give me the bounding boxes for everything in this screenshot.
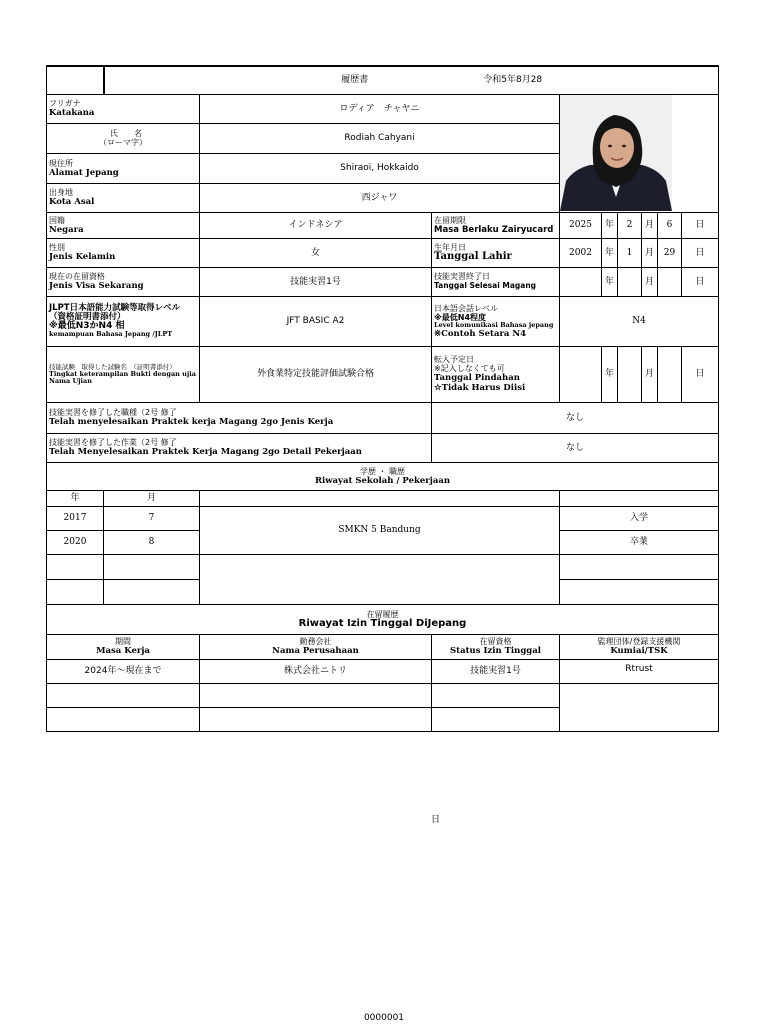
zairyu-month-unit: 月: [642, 212, 658, 238]
hometown-value: 西ジャワ: [200, 183, 560, 212]
school-empty-month: [104, 554, 200, 579]
residence-empty-status: [432, 683, 560, 707]
school-col-month: 月: [104, 490, 200, 506]
header-blank: [47, 66, 104, 94]
residence-history-title: 在留履歴 Riwayat Izin Tinggal DiJepang: [47, 604, 719, 634]
resume-date: 令和5年8月28: [483, 75, 543, 86]
comm-label: 日本語会話レベル ※最低N4程度 Level komunikasi Bahasa jepang ※Contoh Setara N4: [432, 296, 560, 346]
school-entry-year: 2020: [47, 530, 104, 554]
move-month-unit: 月: [642, 346, 658, 402]
move-year: [560, 346, 602, 402]
school-empty-year: [47, 579, 104, 604]
school-col-name: [200, 490, 560, 506]
gender-value: 女: [200, 238, 432, 267]
move-month: [618, 346, 642, 402]
katakana-value: ロディア チャヤニ: [200, 94, 560, 123]
applicant-photo: [560, 95, 672, 211]
residence-empty-period: [47, 683, 200, 707]
end-date-month-unit: 月: [642, 267, 658, 296]
address-label: 現住所 Alamat Jepang: [47, 153, 200, 183]
zairyu-day: 6: [658, 212, 682, 238]
birth-label: 生年月日 Tanggal Lahir: [432, 238, 560, 267]
birth-month: 1: [618, 238, 642, 267]
photo-cell: [560, 94, 719, 212]
zairyu-year: 2025: [560, 212, 602, 238]
residence-company: 株式会社ニトリ: [200, 659, 432, 683]
visa-value: 技能実習1号: [200, 267, 432, 296]
residence-kumiai: Rtrust: [560, 659, 719, 683]
residence-col-period: 期間 Masa Kerja: [47, 634, 200, 659]
residence-empty-company: [200, 707, 432, 731]
move-day: [658, 346, 682, 402]
end-date-year-unit: 年: [602, 267, 618, 296]
residence-col-status: 在留資格 Status Izin Tinggal: [432, 634, 560, 659]
residence-empty-status: [432, 707, 560, 731]
name-value: Rodiah Cahyani: [200, 123, 560, 153]
birth-day-unit: 日: [682, 238, 719, 267]
zairyu-label: 在留期限 Masa Berlaku Zairyucard: [432, 212, 560, 238]
school-empty-name: [200, 554, 560, 604]
job-type-value: なし: [432, 402, 719, 433]
gender-label: 性別 Jenis Kelamin: [47, 238, 200, 267]
jlpt-value: JFT BASIC A2: [200, 296, 432, 346]
skill-label: 技能試験 取得した試験名 （証明書添付） Tingkat keterampilan Bukti dengan ujia Nama Ujian: [47, 346, 200, 402]
residence-empty-company: [200, 683, 432, 707]
zairyu-day-unit: 日: [682, 212, 719, 238]
job-detail-label: 技能実習を修了した作業（2号 修了 Telah Menyelesaikan Praktek Kerja Magang 2go Detail Pekerjaan: [47, 433, 432, 462]
hometown-label: 出身地 Kota Asal: [47, 183, 200, 212]
job-type-label: 技能実習を修了した職種（2号 修了 Telah menyelesaikan Praktek kerja Magang 2go Jenis Kerja: [47, 402, 432, 433]
page-number: 0000001: [363, 1013, 405, 1023]
school-entry-month: 8: [104, 530, 200, 554]
school-name: SMKN 5 Bandung: [200, 506, 560, 554]
residence-period: 2024年〜現在まで: [47, 659, 200, 683]
visa-label: 現在の在留資格 Jenis Visa Sekarang: [47, 267, 200, 296]
resume-form: [46, 65, 719, 732]
school-entry-status: 卒業: [560, 530, 719, 554]
school-entry-status: 入学: [560, 506, 719, 530]
move-day-unit: 日: [682, 346, 719, 402]
zairyu-year-unit: 年: [602, 212, 618, 238]
school-empty-month: [104, 579, 200, 604]
birth-day: 29: [658, 238, 682, 267]
address-value: Shiraoi, Hokkaido: [200, 153, 560, 183]
school-entry-year: 2017: [47, 506, 104, 530]
name-label: 氏 名 （ローマ字）: [47, 123, 200, 153]
skill-value: 外食業特定技能評価試験合格: [200, 346, 432, 402]
comm-value: N4: [560, 296, 719, 346]
residence-status: 技能実習1号: [432, 659, 560, 683]
birth-month-unit: 月: [642, 238, 658, 267]
move-year-unit: 年: [602, 346, 618, 402]
school-history-title: 学歴 ・ 職歴 Riwayat Sekolah / Pekerjaan: [47, 462, 719, 490]
country-value: インドネシア: [200, 212, 432, 238]
jlpt-label: JLPT日本語能力試験等取得レベル（資格証明書添付） ※最低N3かN4 相 kemampuan Bahasa Jepang /JLPT: [47, 296, 200, 346]
residence-empty-period: [47, 707, 200, 731]
birth-year-unit: 年: [602, 238, 618, 267]
school-entry-month: 7: [104, 506, 200, 530]
residence-col-company: 勤務会社 Nama Perusahaan: [200, 634, 432, 659]
resume-title: 履歴書: [341, 75, 369, 86]
applicant-photo-image: [560, 95, 672, 211]
residence-col-kumiai: 監理団体/登録支援機関 Kumiai/TSK: [560, 634, 719, 659]
school-col-year: 年: [47, 490, 104, 506]
end-date-year: [560, 267, 602, 296]
end-date-label: 技能実習終了日 Tanggal Selesai Magang: [432, 267, 560, 296]
birth-year: 2002: [560, 238, 602, 267]
end-date-day: [658, 267, 682, 296]
move-label: 転入予定日 ※記入しなくても可 Tanggal Pindahan ☆Tidak Harus Diisi: [432, 346, 560, 402]
school-col-status: [560, 490, 719, 506]
school-empty-year: [47, 554, 104, 579]
footer-mark: 日: [431, 815, 441, 825]
zairyu-month: 2: [618, 212, 642, 238]
residence-empty-kumiai: [560, 683, 719, 731]
end-date-day-unit: 日: [682, 267, 719, 296]
school-empty-status: [560, 554, 719, 579]
country-label: 国籍 Negara: [47, 212, 200, 238]
end-date-month: [618, 267, 642, 296]
header-title-cell: [104, 66, 719, 94]
school-empty-status: [560, 579, 719, 604]
katakana-label: フリガナ Katakana: [47, 94, 200, 123]
job-detail-value: なし: [432, 433, 719, 462]
